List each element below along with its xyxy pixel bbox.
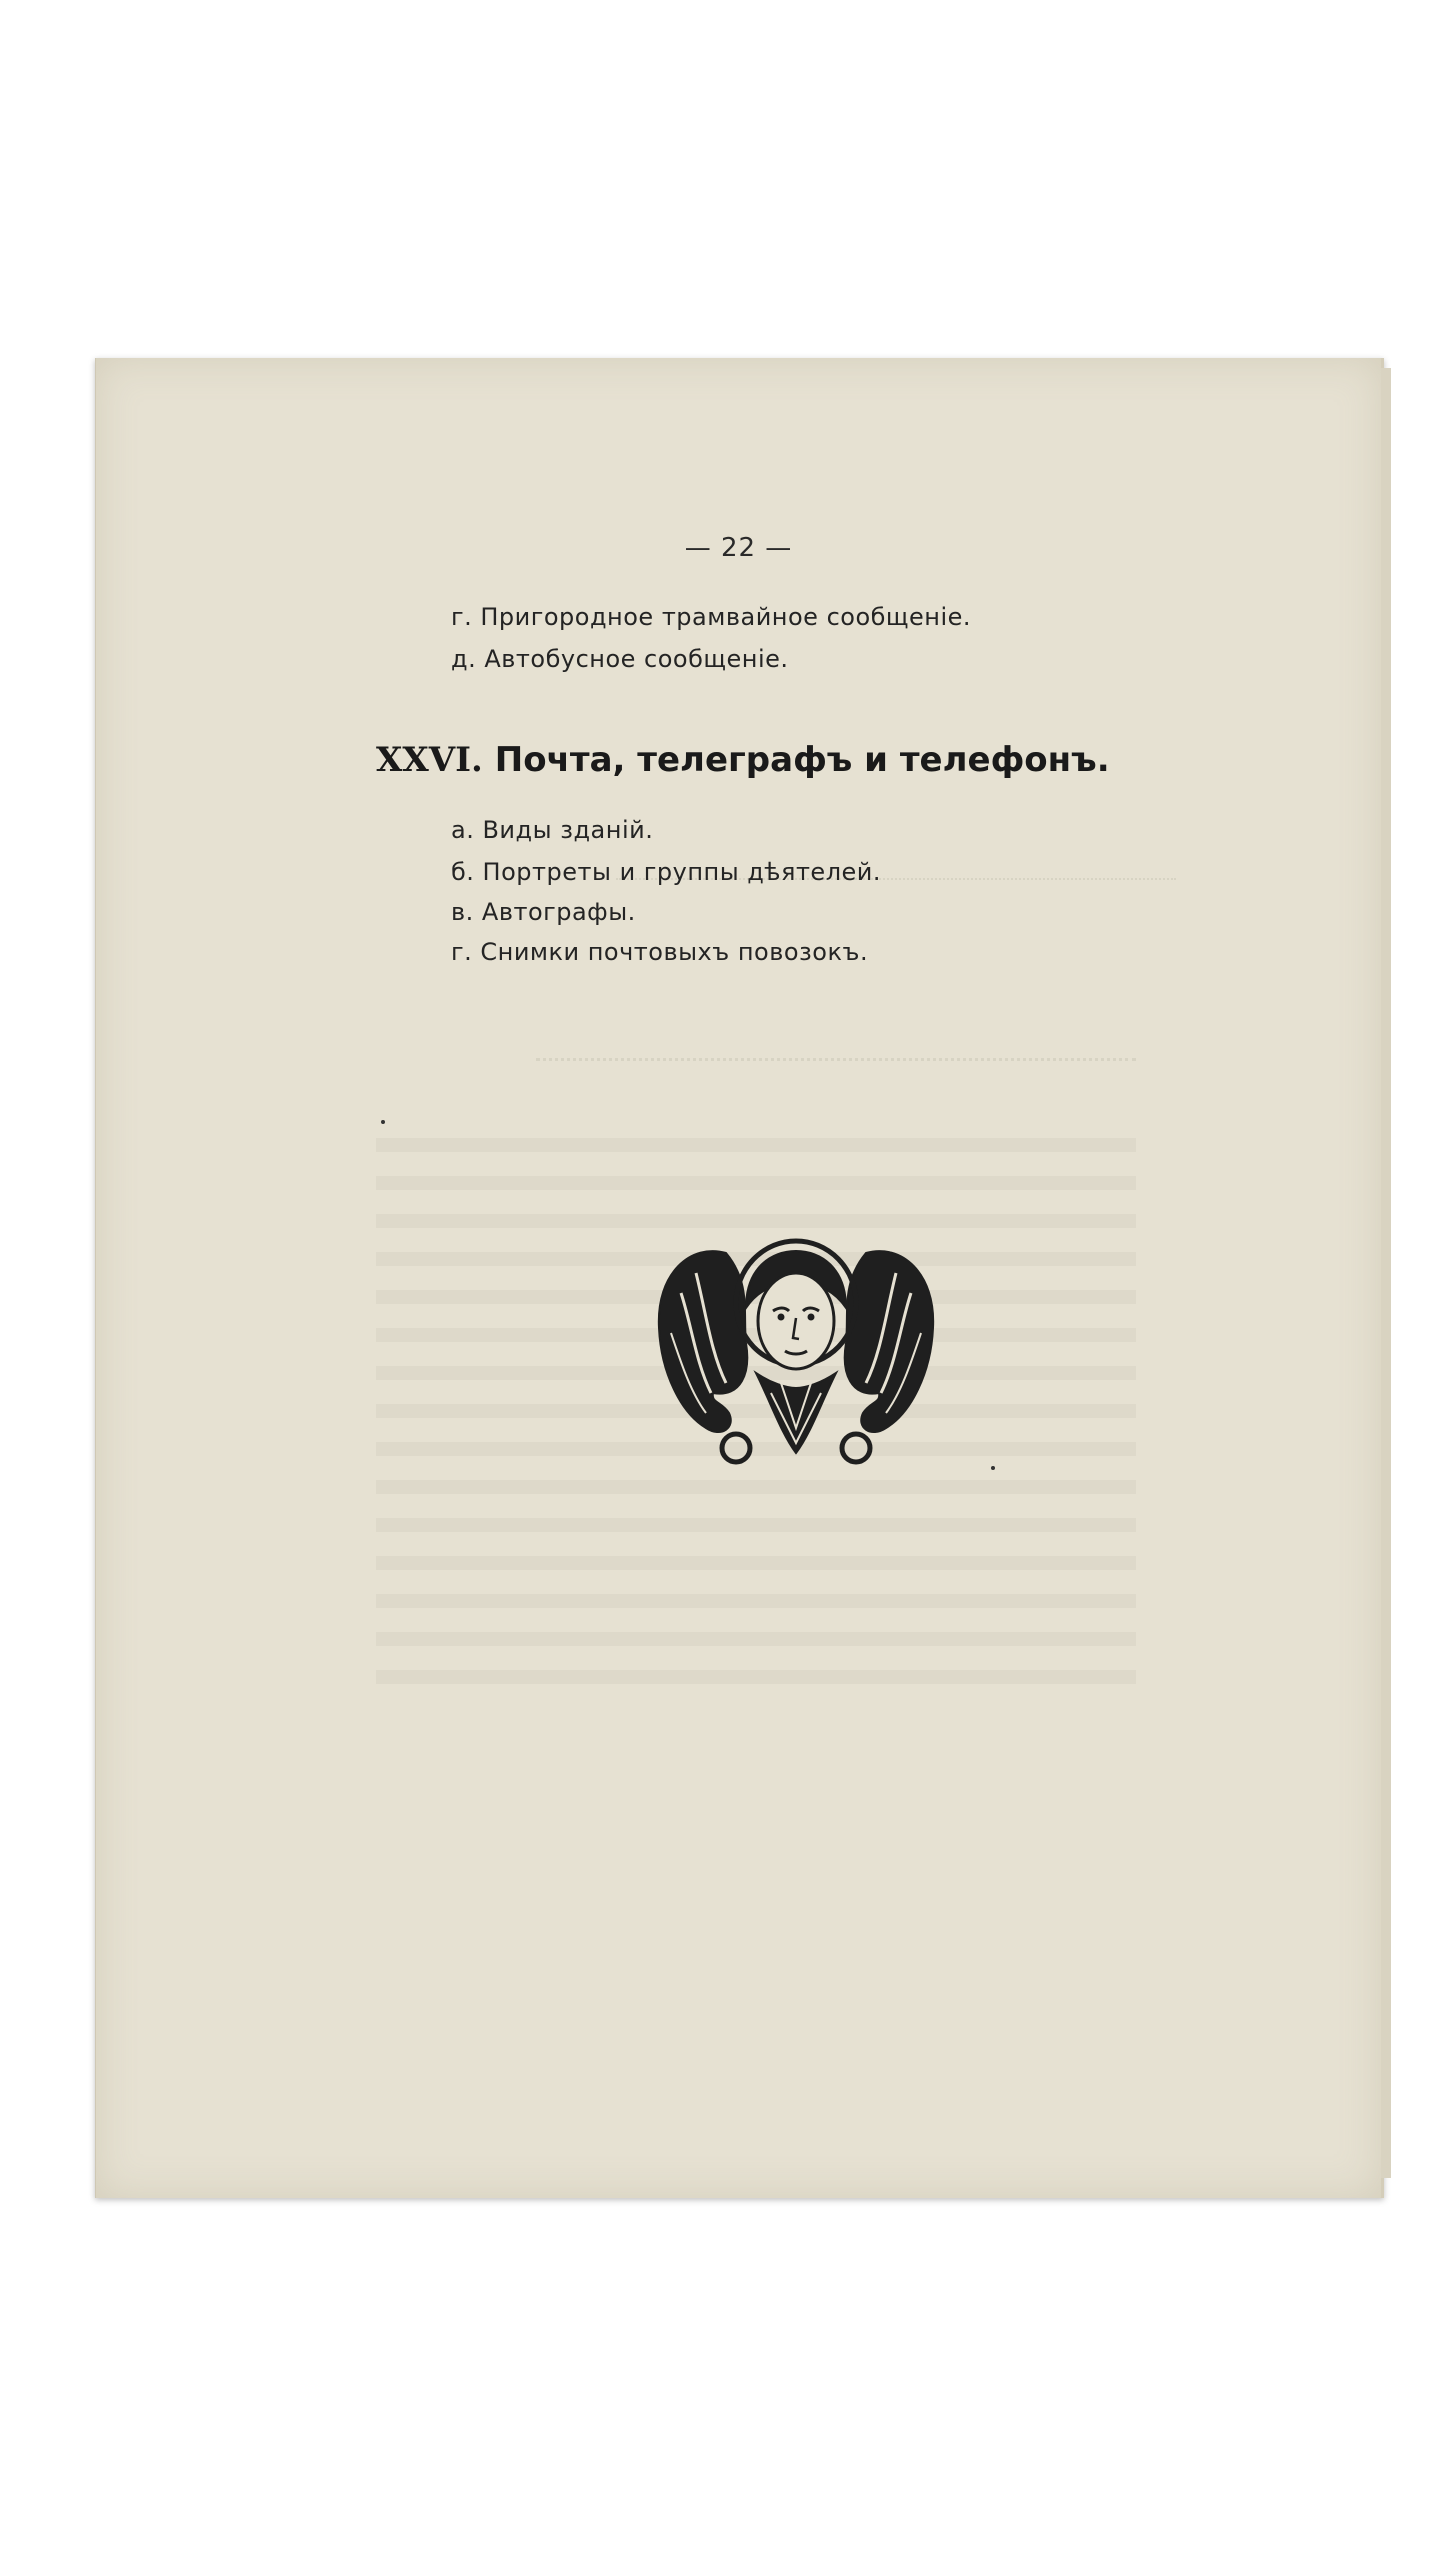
list-item: б. Портреты и группы дѣятелей.: [451, 858, 882, 886]
list-item: а. Виды зданiй.: [451, 816, 654, 844]
list-item: д. Автобусное сообщенiе.: [451, 645, 789, 673]
page-edge: [1381, 368, 1391, 2178]
cherub-ornament-icon: [651, 1233, 941, 1473]
ink-speck: [381, 1120, 385, 1124]
list-item: г. Пригородное трамвайное сообщенiе.: [451, 603, 972, 631]
list-item: в. Автографы.: [451, 898, 636, 926]
book-page: [95, 358, 1384, 2198]
page-number: — 22 —: [684, 533, 793, 563]
section-numeral: XXVI.: [376, 740, 483, 780]
list-item: г. Снимки почтовыхъ повозокъ.: [451, 938, 869, 966]
section-title: Почта, телеграфъ и телефонъ.: [494, 740, 1110, 780]
ink-speck: [991, 1466, 995, 1470]
section-heading: [376, 740, 1110, 780]
bleed-through: [536, 1058, 1136, 1071]
